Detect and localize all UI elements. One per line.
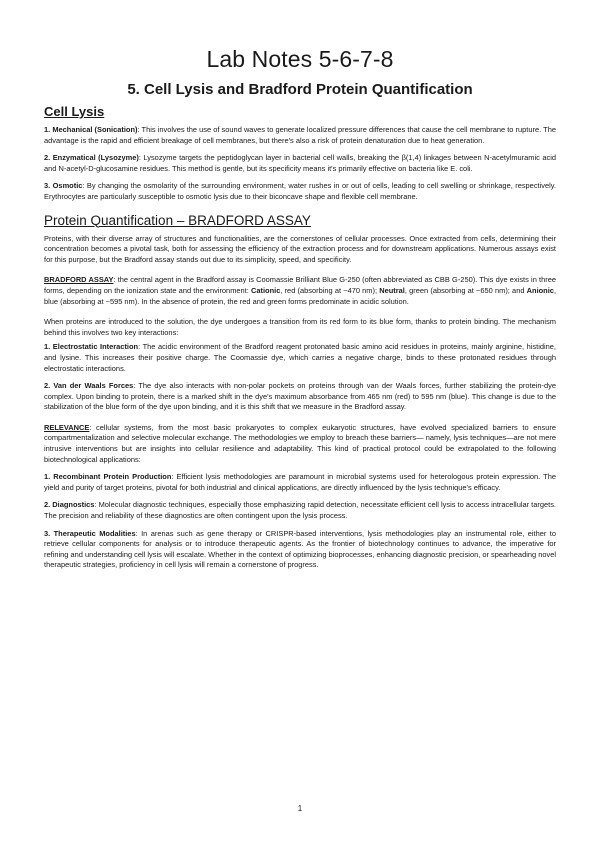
relevance-paragraph <box>44 423 556 465</box>
lysis-osmotic <box>44 181 556 202</box>
page-title: Lab Notes 5-6-7-8 <box>206 46 394 72</box>
bradford-assay-label: BRADFORD ASSAY <box>44 275 114 285</box>
lysis-enzymatical-text: : Lysozyme targets the peptidoglycan layer in bacterial cell walls, breaking the β(1,4) linkages between N-acetylmuramic acid and N-acetyl-D-glucosamine residues. This method is gentle, but its specificity means it's primarily effective on bacteria like E. coli. <box>44 153 556 173</box>
interaction-van-der-waals-text: : The dye also interacts with non-polar pockets on proteins through van der Waals forces, further stabilizing the protein-dye complex. Upon binding to protein, there is a marked shift in the dye's maximum absorbance from 465 nm (red) to 595 nm (blue). This change is due to the stabilization of the blue form of the dye upon binding, and it is this shift that we measure in the Bradford assay. <box>44 381 556 412</box>
application-diagnostics-text: : Molecular diagnostic techniques, especially those emphasizing rapid detection, necessitate efficient cell lysis to access intracellular targets. The precision and reliability of these diagnostics are often contingent upon the lysis process. <box>44 500 556 521</box>
lysis-enzymatical <box>44 153 556 174</box>
lysis-osmotic-text: : By changing the osmolarity of the surrounding environment, water rushes in or out of cells, leading to cell swelling or shrinkage, respectively. Erythrocytes are particularly susceptible to osmotic lysis due to their biconcave shape and flexible cell membrane. <box>44 181 556 201</box>
interaction-electrostatic <box>44 342 556 374</box>
relevance-text: : cellular systems, from the most basic prokaryotes to complex eukaryotic structures, have evolved specialized barriers to ensure compartmentalization and selective molecular exchange. The methodologies we employ to breach these barriers— namely, lysis techniques—are not mere intrusive interventions but are insights into cellular resilience and adaptability. This kind of practical protocol could be extrapolated to the following biotechnological applications: <box>44 422 556 464</box>
bradford-intro: Proteins, with their diverse array of structures and functionalities, are the cornerstones of cellular processes. Once extracted from cells, determining their concentration becomes a pivotal task, both for assessing the efficiency of the extraction process and for downstream applications. Numerous assays exist for this purpose, but the Bradford assay stands out due to its simplicity, speed, and specificity. <box>44 233 556 264</box>
application-recombinant <box>44 472 556 493</box>
application-diagnostics-label: 2. Diagnostics <box>44 500 95 510</box>
lysis-enzymatical-label: 2. Enzymatical (Lysozyme) <box>44 153 139 163</box>
lysis-mechanical <box>44 125 556 146</box>
bradford-mechanism: When proteins are introduced to the solution, the dye undergoes a transition from its red form to its blue form, thanks to protein binding. The mechanism behind this involves two key interactions: <box>44 317 556 337</box>
application-recombinant-text: : Efficient lysis methodologies are paramount in microbial systems used for heterologous protein expression. The yield and purity of target proteins, pivotal for both industrial and clinical applications, are directly influenced by the lysis technique's efficacy. <box>44 472 556 492</box>
dye-form-cationic: Cationic <box>250 285 281 295</box>
interaction-van-der-waals-label: 2. Van der Waals Forces <box>44 381 134 391</box>
page-number: 1 <box>297 804 303 813</box>
application-diagnostics <box>44 500 556 521</box>
bradford-assay-text-4: , blue (absorbing at ~595 nm). In the absence of protein, the red and green forms predominate in acidic solution. <box>44 285 557 306</box>
bradford-heading: Protein Quantification – BRADFORD ASSAY <box>44 212 311 228</box>
application-therapeutic-text: : In arenas such as gene therapy or CRISPR-based interventions, lysis methodologies play an instrumental role, either to retrieve cellular components for analysis or to introduce therapeutic agents. As the frontier of biotechnology continues to advance, the imperative for refining and understanding cell lysis will escalate. Whether in the context of optimizing bioprocesses, enhancing diagnostic precision, or spearheading novel therapeutic strategies, proficiency in cell lysis will remain a cornerstone of progress. <box>44 528 557 570</box>
page-content <box>44 46 556 571</box>
bradford-assay-paragraph <box>44 275 556 307</box>
section-subtitle: 5. Cell Lysis and Bradford Protein Quantification <box>127 81 473 98</box>
bradford-assay-text-2: , red (absorbing at ~470 nm); <box>280 285 380 295</box>
interaction-electrostatic-label: 1. Electrostatic Interaction <box>44 342 139 352</box>
lysis-mechanical-label: 1. Mechanical (Sonication) <box>44 125 138 134</box>
lysis-osmotic-label: 3. Osmotic <box>44 181 83 191</box>
dye-form-neutral: Neutral <box>379 285 405 295</box>
cell-lysis-heading: Cell Lysis <box>44 104 105 119</box>
application-recombinant-label: 1. Recombinant Protein Production <box>44 472 172 482</box>
interaction-van-der-waals <box>44 381 556 413</box>
application-therapeutic-label: 3. Therapeutic Modalities <box>44 528 136 538</box>
interaction-electrostatic-text: : The acidic environment of the Bradford reagent protonated basic amino acid residues in proteins, mainly arginine, histidine, and lysine. This increases their positive charge. The Coomassie dye, which carries a negative charge, binds to these protonated residues through electrostatic interactions. <box>44 342 556 373</box>
bradford-assay-text-1: : the central agent in the Bradford assay is Coomassie Brilliant Blue G-250 (often abbreviated as CBB G-250). This dye exists in three forms, depending on the ionization state and the environment: <box>44 275 556 295</box>
relevance-label: RELEVANCE <box>44 422 90 432</box>
bradford-assay-text-3: , green (absorbing at ~650 nm); and <box>404 285 527 295</box>
lysis-mechanical-text: : This involves the use of sound waves to generate localized pressure differences that cause the cell membrane to rupture. The advantage is the rapid and efficient breakage of cell membranes, but there's also a risk of protein denaturation due to heat generation. <box>44 125 556 145</box>
application-therapeutic <box>44 529 556 571</box>
dye-form-anionic: Anionic <box>526 285 554 295</box>
